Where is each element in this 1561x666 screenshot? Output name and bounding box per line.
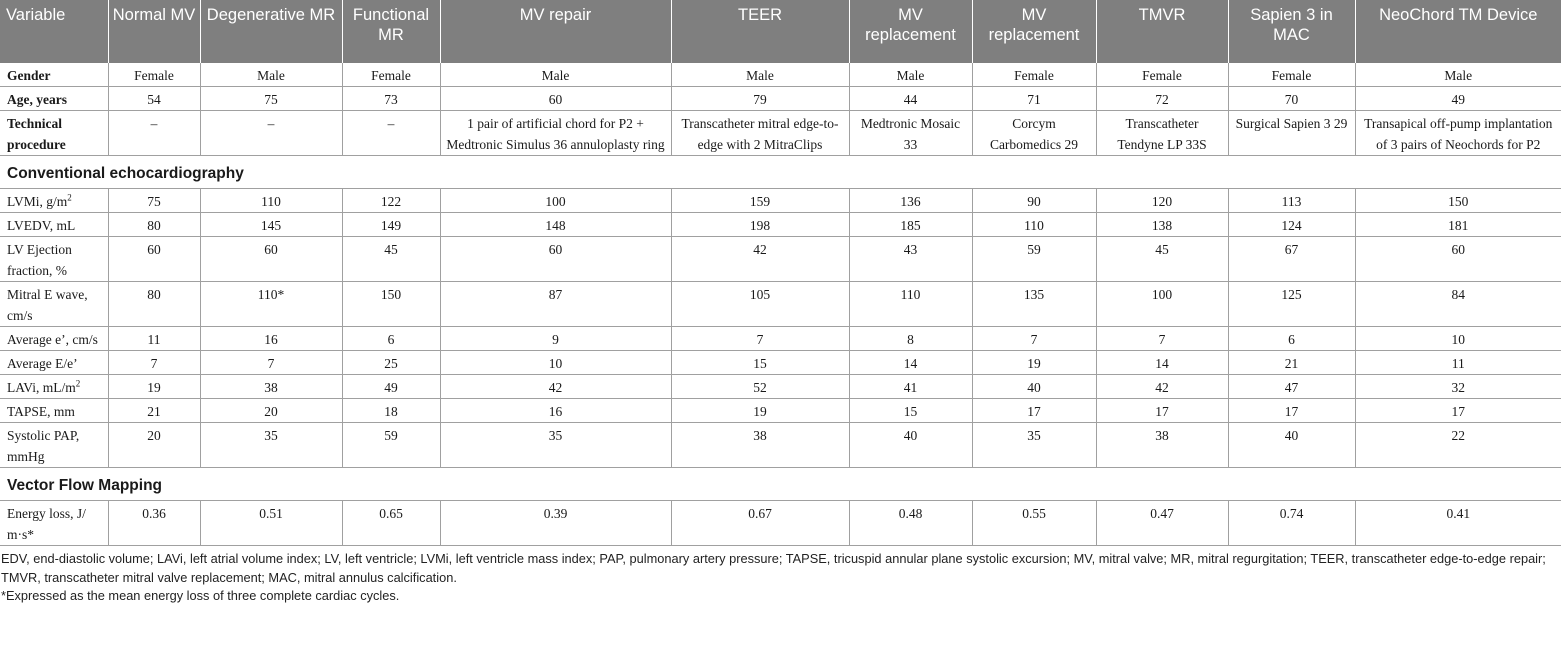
table-cell: 0.47	[1096, 501, 1228, 546]
table-cell: 84	[1355, 282, 1561, 327]
row-label: LAVi, $mL/m^2$	[0, 375, 108, 399]
table-cell: 7	[200, 351, 342, 375]
table-cell: 0.41	[1355, 501, 1561, 546]
footnote-asterisk: *Expressed as the mean energy loss of three complete cardiac cycles.	[1, 588, 400, 603]
column-header: MV replacement	[972, 0, 1096, 63]
table-cell: 105	[671, 282, 849, 327]
table-cell: 35	[440, 423, 671, 468]
table-cell: 110*	[200, 282, 342, 327]
column-header: MV repair	[440, 0, 671, 63]
table-cell: 49	[342, 375, 440, 399]
table-cell: 198	[671, 213, 849, 237]
table-cell: –	[108, 111, 200, 156]
table-cell: 0.39	[440, 501, 671, 546]
table-cell: 122	[342, 189, 440, 213]
table-cell: 17	[1096, 399, 1228, 423]
table-cell: 75	[200, 87, 342, 111]
table-cell: 7	[671, 327, 849, 351]
table-cell: 110	[849, 282, 972, 327]
table-cell: Medtronic Mosaic 33	[849, 111, 972, 156]
table-cell: 19	[108, 375, 200, 399]
table-cell: 19	[972, 351, 1096, 375]
row-label: LVMi, $g/m^2$	[0, 189, 108, 213]
table-cell: 11	[1355, 351, 1561, 375]
table-cell: 20	[108, 423, 200, 468]
row-label: Gender	[0, 63, 108, 87]
column-header: Normal MV	[108, 0, 200, 63]
row-label: Average e’, cm/s	[0, 327, 108, 351]
table-cell: 87	[440, 282, 671, 327]
table-cell: 43	[849, 237, 972, 282]
table-cell: 21	[1228, 351, 1355, 375]
table-cell: 90	[972, 189, 1096, 213]
table-cell: 19	[671, 399, 849, 423]
table-cell: 38	[671, 423, 849, 468]
table-cell: 138	[1096, 213, 1228, 237]
table-cell: 15	[671, 351, 849, 375]
column-header: MV replacement	[849, 0, 972, 63]
table-cell: 14	[849, 351, 972, 375]
table-cell: 42	[671, 237, 849, 282]
table-cell: 40	[1228, 423, 1355, 468]
table-cell: 35	[972, 423, 1096, 468]
table-cell: 71	[972, 87, 1096, 111]
table-cell: 38	[200, 375, 342, 399]
table-cell: 6	[342, 327, 440, 351]
table-cell: Transcatheter mitral edge-to-edge with 2 MitraClips	[671, 111, 849, 156]
table-cell: 7	[108, 351, 200, 375]
table-cell: 40	[972, 375, 1096, 399]
table-cell: 17	[1228, 399, 1355, 423]
table-cell: 73	[342, 87, 440, 111]
table-cell: 20	[200, 399, 342, 423]
column-header: Degenerative MR	[200, 0, 342, 63]
table-cell: 0.51	[200, 501, 342, 546]
table-cell: 0.74	[1228, 501, 1355, 546]
table-cell: 47	[1228, 375, 1355, 399]
row-label: Mitral E wave, cm/s	[0, 282, 108, 327]
table-row	[0, 213, 1561, 237]
table-cell: 185	[849, 213, 972, 237]
row-label: Age, years	[0, 87, 108, 111]
table-cell: Female	[1228, 63, 1355, 87]
table-cell: 8	[849, 327, 972, 351]
table-cell: 10	[440, 351, 671, 375]
table-cell: 67	[1228, 237, 1355, 282]
table-cell: 125	[1228, 282, 1355, 327]
table-cell: 1 pair of artificial chord for P2 + Medtronic Simulus 36 annuloplasty ring	[440, 111, 671, 156]
table-cell: 150	[1355, 189, 1561, 213]
column-header: Sapien 3 in MAC	[1228, 0, 1355, 63]
row-label: Systolic PAP, mmHg	[0, 423, 108, 468]
column-header: TMVR	[1096, 0, 1228, 63]
table-cell: Female	[1096, 63, 1228, 87]
table-row	[0, 375, 1561, 399]
table-cell: 6	[1228, 327, 1355, 351]
table-row	[0, 111, 1561, 156]
table-cell: 0.65	[342, 501, 440, 546]
table-cell: 80	[108, 282, 200, 327]
table-cell: 59	[972, 237, 1096, 282]
table-cell: 136	[849, 189, 972, 213]
table-cell: 15	[849, 399, 972, 423]
table-row	[0, 351, 1561, 375]
table-cell: 14	[1096, 351, 1228, 375]
table-cell: 110	[200, 189, 342, 213]
table-cell: 16	[200, 327, 342, 351]
table-cell: 120	[1096, 189, 1228, 213]
table-row	[0, 423, 1561, 468]
table-cell: 0.48	[849, 501, 972, 546]
table-cell: 17	[1355, 399, 1561, 423]
row-label: Average E/e’	[0, 351, 108, 375]
table-cell: 32	[1355, 375, 1561, 399]
table-cell: 38	[1096, 423, 1228, 468]
table-row	[0, 63, 1561, 87]
table-cell: 16	[440, 399, 671, 423]
table-cell: 45	[1096, 237, 1228, 282]
table-row	[0, 501, 1561, 546]
table-cell: 11	[108, 327, 200, 351]
row-label: Technical procedure	[0, 111, 108, 156]
table-cell: Male	[440, 63, 671, 87]
table-cell: 25	[342, 351, 440, 375]
table-cell: 7	[972, 327, 1096, 351]
table-cell: 49	[1355, 87, 1561, 111]
table-cell: 22	[1355, 423, 1561, 468]
row-label: TAPSE, mm	[0, 399, 108, 423]
table-cell: 135	[972, 282, 1096, 327]
table-cell: –	[200, 111, 342, 156]
table-cell: Male	[849, 63, 972, 87]
table-row	[0, 87, 1561, 111]
table-cell: 60	[440, 87, 671, 111]
table-row	[0, 237, 1561, 282]
table-cell: 100	[440, 189, 671, 213]
table-header-row	[0, 0, 1561, 63]
table-cell: 40	[849, 423, 972, 468]
section-title: Vector Flow Mapping	[0, 468, 1561, 501]
row-label: LV Ejection fraction, %	[0, 237, 108, 282]
row-label: LVEDV, mL	[0, 213, 108, 237]
table-row	[0, 327, 1561, 351]
table-cell: 60	[1355, 237, 1561, 282]
table-cell: 80	[108, 213, 200, 237]
table-cell: –	[342, 111, 440, 156]
table-cell: 42	[440, 375, 671, 399]
table-cell: 21	[108, 399, 200, 423]
table-cell: 18	[342, 399, 440, 423]
table-cell: 10	[1355, 327, 1561, 351]
table-cell: 148	[440, 213, 671, 237]
table-cell: 124	[1228, 213, 1355, 237]
table-cell: Female	[972, 63, 1096, 87]
table-cell: 149	[342, 213, 440, 237]
table-cell: 41	[849, 375, 972, 399]
table-cell: 54	[108, 87, 200, 111]
column-header: Variable	[0, 0, 108, 63]
table-cell: 75	[108, 189, 200, 213]
table-cell: 60	[108, 237, 200, 282]
footnote-abbreviations: EDV, end-diastolic volume; LAVi, left atrial volume index; LV, left ventricle; LVMi, left ventricle mass index; PAP, pulmonary artery pressure; TAPSE, tricuspid annular plane systolic excursion; MV, mitral valve; MR, mitral regurgitation; TEER, transcatheter edge-to-edge repair; TMVR, transcatheter mitral valve replacement; MAC, mitral annulus calcification.	[1, 551, 1546, 585]
table-cell: Transcatheter Tendyne LP 33S	[1096, 111, 1228, 156]
table-cell: 79	[671, 87, 849, 111]
table-cell: 9	[440, 327, 671, 351]
table-cell: 35	[200, 423, 342, 468]
table-body	[0, 63, 1561, 546]
table-cell: 110	[972, 213, 1096, 237]
table-cell: 42	[1096, 375, 1228, 399]
table-cell: 44	[849, 87, 972, 111]
table-cell: 0.67	[671, 501, 849, 546]
table-cell: Male	[200, 63, 342, 87]
table-cell: 45	[342, 237, 440, 282]
table-cell: Male	[1355, 63, 1561, 87]
table-cell: 113	[1228, 189, 1355, 213]
table-cell: 100	[1096, 282, 1228, 327]
footnotes	[0, 546, 1561, 606]
table-cell: 60	[200, 237, 342, 282]
section-title: Conventional echocardiography	[0, 156, 1561, 189]
table-cell: 159	[671, 189, 849, 213]
table-cell: 181	[1355, 213, 1561, 237]
table-cell: Female	[342, 63, 440, 87]
table-row	[0, 282, 1561, 327]
table-cell: Corcym Carbomedics 29	[972, 111, 1096, 156]
table-row	[0, 189, 1561, 213]
table-cell: 7	[1096, 327, 1228, 351]
table-cell: Female	[108, 63, 200, 87]
row-label: Energy loss, J/ m·s*	[0, 501, 108, 546]
table-cell: Transapical off-pump implantation of 3 pairs of Neochords for P2	[1355, 111, 1561, 156]
column-header: TEER	[671, 0, 849, 63]
table-cell: 150	[342, 282, 440, 327]
table-cell: 0.36	[108, 501, 200, 546]
table-cell: 72	[1096, 87, 1228, 111]
section-vector-flow-mapping	[0, 468, 1561, 501]
table-cell: 145	[200, 213, 342, 237]
column-header: Functional MR	[342, 0, 440, 63]
table-cell: 70	[1228, 87, 1355, 111]
table-cell: 60	[440, 237, 671, 282]
table-cell: 17	[972, 399, 1096, 423]
table-cell: Male	[671, 63, 849, 87]
table-cell: 52	[671, 375, 849, 399]
column-header: NeoChord TM Device	[1355, 0, 1561, 63]
table-cell: Surgical Sapien 3 29	[1228, 111, 1355, 156]
table-cell: 59	[342, 423, 440, 468]
table-cell: 0.55	[972, 501, 1096, 546]
section-conventional-echocardiography	[0, 156, 1561, 189]
table-row	[0, 399, 1561, 423]
